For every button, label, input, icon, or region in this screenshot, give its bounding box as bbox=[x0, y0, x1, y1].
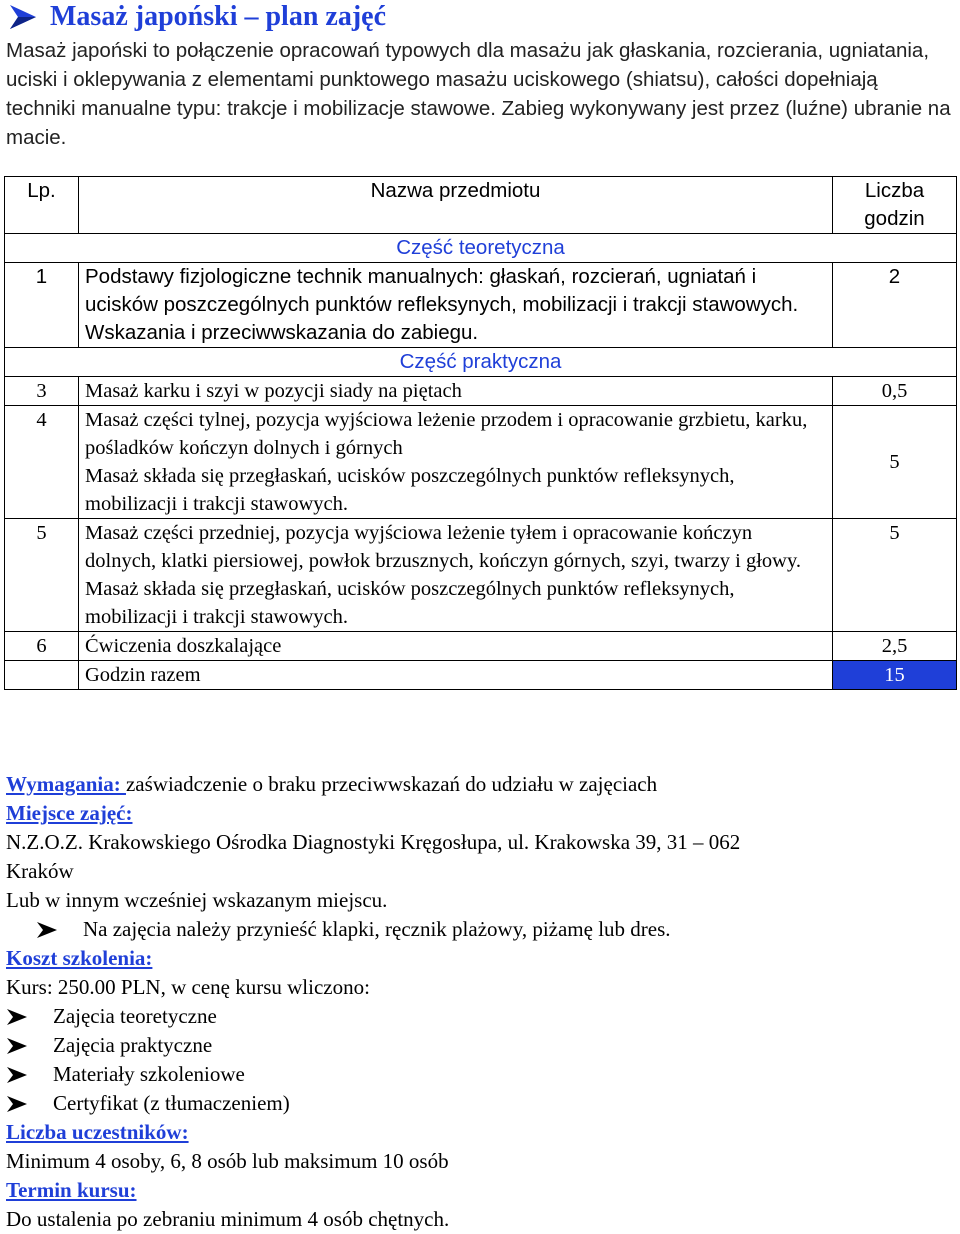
list-item bbox=[6, 1089, 951, 1118]
row-hours: 0,5 bbox=[833, 377, 957, 406]
row-lp: 1 bbox=[5, 263, 79, 348]
arrow-bullet-icon bbox=[36, 921, 58, 939]
row-lp: 5 bbox=[5, 519, 79, 632]
section-theory: Część teoretyczna bbox=[5, 234, 957, 263]
cost-item: Materiały szkoleniowe bbox=[53, 1062, 245, 1086]
row-name: Podstawy fizjologiczne technik manualnych: głaskań, rozcierań, ugniatań i ucisków poszczególnych punktów refleksynych, mobilizacji i trakcji stawowych. Wskazania i przeciwwskazania do zabiegu. bbox=[79, 263, 833, 348]
table-row bbox=[5, 406, 957, 519]
row-hours: 5 bbox=[833, 406, 957, 519]
table-row bbox=[5, 632, 957, 661]
list-item bbox=[6, 1060, 951, 1089]
arrow-bullet-icon bbox=[6, 1066, 28, 1084]
course-info bbox=[6, 770, 951, 1234]
page-heading bbox=[8, 0, 386, 34]
table-header-row bbox=[5, 177, 957, 234]
place-alt: Lub w innym wcześniej wskazanym miejscu. bbox=[6, 888, 388, 912]
row-name-note: Masaż składa się przegłaskań, ucisków poszczególnych punktów refleksynych, mobilizacji i trakcji stawowych. bbox=[85, 465, 735, 515]
list-item bbox=[6, 1031, 951, 1060]
arrow-bullet-icon bbox=[6, 1037, 28, 1055]
arrow-bullet-icon bbox=[8, 3, 38, 31]
place-address-line1: N.Z.O.Z. Krakowskiego Ośrodka Diagnostyki Kręgosłupa, ul. Krakowska 39, 31 – 062 bbox=[6, 830, 741, 854]
place-address-line2: Kraków bbox=[6, 859, 74, 883]
cost-item: Zajęcia praktyczne bbox=[53, 1033, 213, 1057]
row-lp: 3 bbox=[5, 377, 79, 406]
table-row bbox=[5, 377, 957, 406]
section-practice-row bbox=[5, 348, 957, 377]
row-name-note: Masaż składa się przegłaskań, ucisków poszczególnych punktów refleksynych, mobilizacji i trakcji stawowych. bbox=[85, 578, 735, 628]
intro-paragraph: Masaż japoński to połączenie opracowań typowych dla masażu jak głaskania, rozcierania, ugniatania, uciski i oklepywania z elementami punktowego masażu uciskowego (shiatsu), całości dopełniają techniki manualne typu: trakcje i mobilizacje stawowe. Zabieg wykonywany jest przez (luźne) ubranie na macie. bbox=[6, 39, 951, 149]
header-lp: Lp. bbox=[5, 177, 79, 234]
row-name: Masaż części tylnej, pozycja wyjściowa leżenie przodem i opracowanie grzbietu, karku, pośladków kończyn dolnych i górnych bbox=[85, 409, 808, 459]
row-name-cell bbox=[79, 406, 833, 519]
section-practice: Część praktyczna bbox=[5, 348, 957, 377]
row-hours: 5 bbox=[833, 519, 957, 632]
row-lp: 6 bbox=[5, 632, 79, 661]
total-label: Godzin razem bbox=[79, 661, 833, 690]
total-row bbox=[5, 661, 957, 690]
row-name: Masaż karku i szyi w pozycji siady na piętach bbox=[79, 377, 833, 406]
section-theory-row bbox=[5, 234, 957, 263]
plan-table bbox=[4, 176, 957, 690]
requirements-label: Wymagania: bbox=[6, 772, 126, 796]
table-row bbox=[5, 263, 957, 348]
total-empty bbox=[5, 661, 79, 690]
header-hours: Liczba godzin bbox=[833, 177, 957, 234]
cost-item: Zajęcia teoretyczne bbox=[53, 1004, 217, 1028]
cost-label: Koszt szkolenia: bbox=[6, 946, 153, 970]
total-value: 15 bbox=[833, 661, 957, 690]
row-name: Ćwiczenia doszkalające bbox=[79, 632, 833, 661]
place-note: Na zajęcia należy przynieść klapki, ręcznik plażowy, piżamę lub dres. bbox=[83, 917, 671, 941]
page-title: Masaż japoński – plan zajęć bbox=[50, 1, 386, 32]
term-label: Termin kursu: bbox=[6, 1178, 137, 1202]
participants-text: Minimum 4 osoby, 6, 8 osób lub maksimum 10 osób bbox=[6, 1149, 449, 1173]
arrow-bullet-icon bbox=[6, 1008, 28, 1026]
requirements-text: zaświadczenie o braku przeciwwskazań do udziału w zajęciach bbox=[125, 772, 658, 796]
participants-heading-line bbox=[6, 1118, 951, 1147]
list-item bbox=[6, 1002, 951, 1031]
requirements-line bbox=[6, 770, 951, 799]
row-hours: 2 bbox=[833, 263, 957, 348]
row-lp: 4 bbox=[5, 406, 79, 519]
row-name: Masaż części przedniej, pozycja wyjściowa leżenie tyłem i opracowanie kończyn dolnych, klatki piersiowej, powłok brzusznych, kończyn górnych, szyi, twarzy i głowy. bbox=[85, 522, 802, 572]
place-label: Miejsce zajęć: bbox=[6, 801, 133, 825]
list-item bbox=[6, 915, 951, 944]
header-name: Nazwa przedmiotu bbox=[79, 177, 833, 234]
row-hours: 2,5 bbox=[833, 632, 957, 661]
arrow-bullet-icon bbox=[6, 1095, 28, 1113]
table-row bbox=[5, 519, 957, 632]
cost-item: Certyfikat (z tłumaczeniem) bbox=[53, 1091, 290, 1115]
cost-heading-line bbox=[6, 944, 951, 973]
term-text: Do ustalenia po zebraniu minimum 4 osób chętnych. bbox=[6, 1207, 450, 1231]
row-name-cell bbox=[79, 519, 833, 632]
term-heading-line bbox=[6, 1176, 951, 1205]
place-heading-line bbox=[6, 799, 951, 828]
cost-text: Kurs: 250.00 PLN, w cenę kursu wliczono: bbox=[6, 975, 370, 999]
participants-label: Liczba uczestników: bbox=[6, 1120, 189, 1144]
